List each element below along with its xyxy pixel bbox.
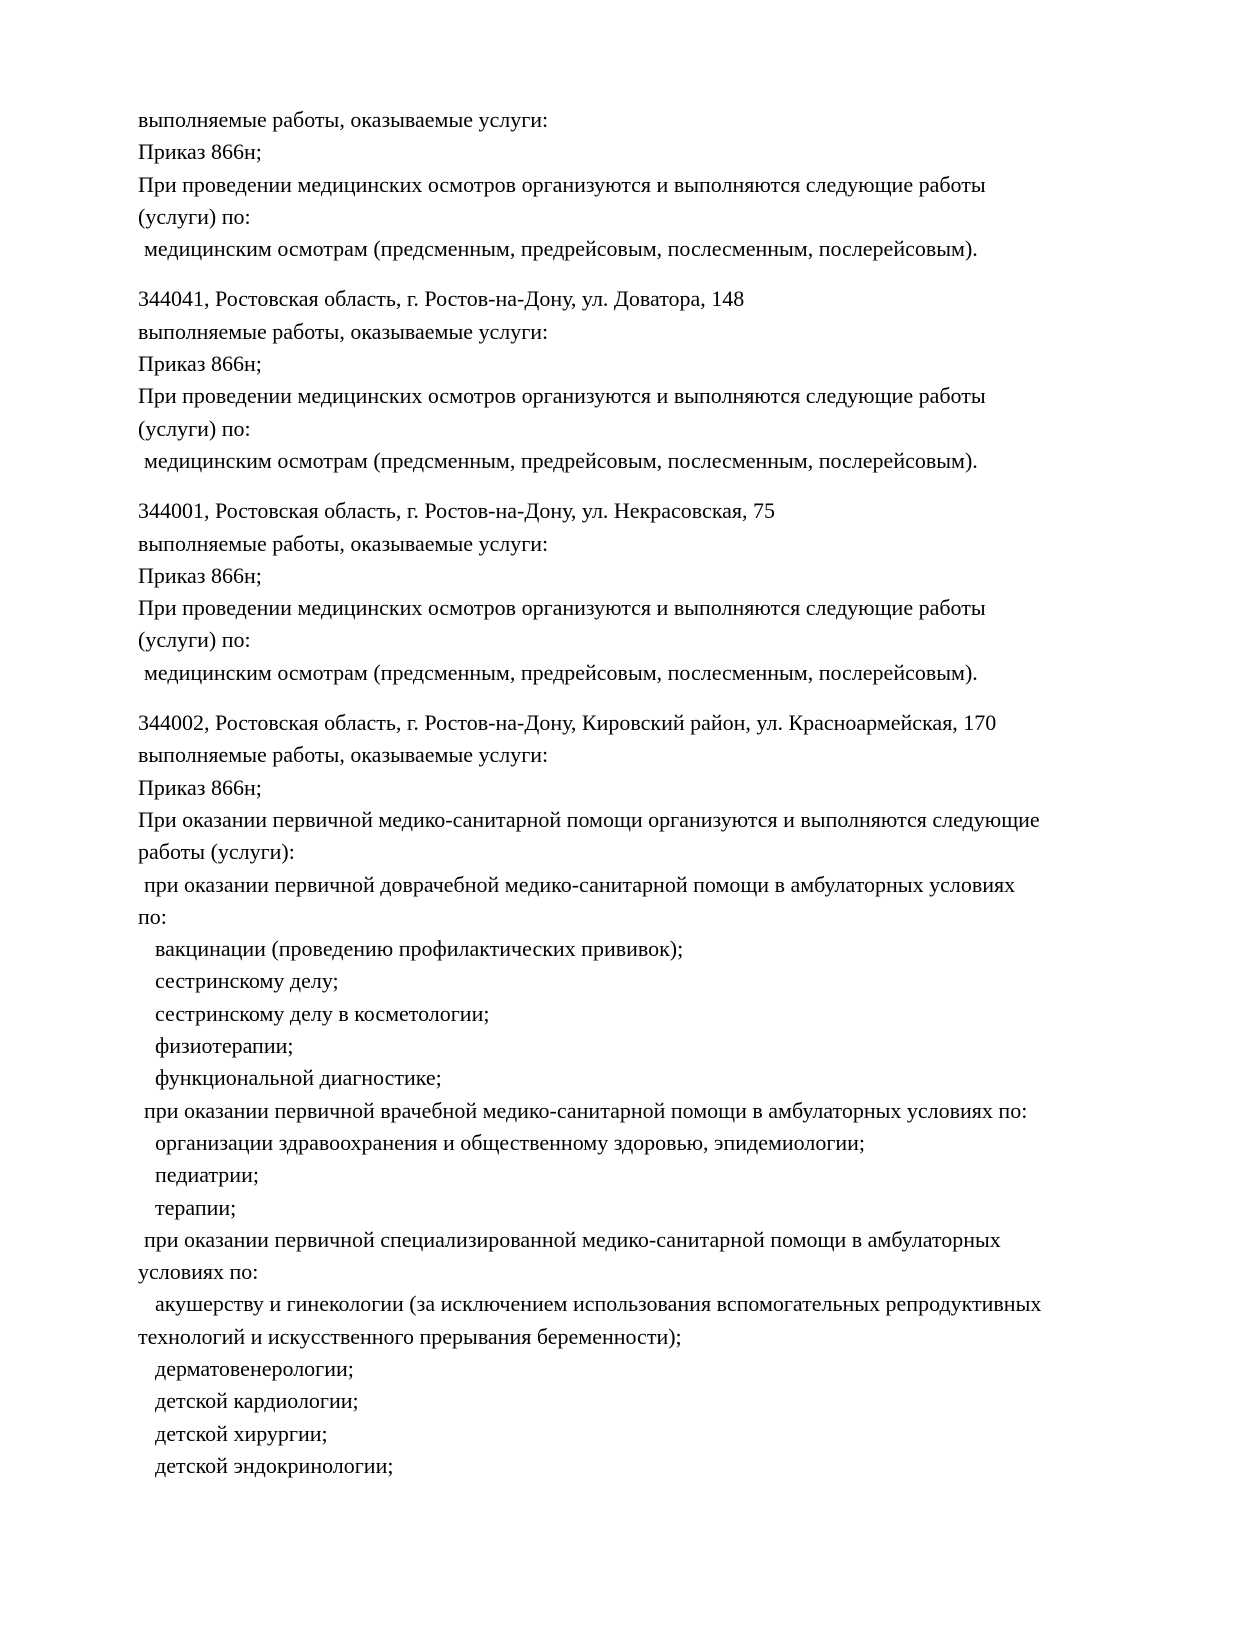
works-intro-line: (услуги) по: <box>138 415 251 441</box>
works-intro-line: работы (услуги): <box>138 839 295 865</box>
works-services-label: выполняемые работы, оказываемые услуги: <box>138 318 549 344</box>
service-item-continuation: технологий и искусственного прерывания беременности); <box>138 1323 682 1349</box>
address-line: 344041, Ростовская область, г. Ростов-на-Дону, ул. Доватора, 148 <box>138 286 745 312</box>
works-services-label: выполняемые работы, оказываемые услуги: <box>138 530 549 556</box>
order-reference: Приказ 866н; <box>138 774 262 800</box>
works-services-label: выполняемые работы, оказываемые услуги: <box>138 107 549 132</box>
care-category-line: при оказании первичной доврачебной медико-санитарной помощи в амбулаторных условиях <box>144 871 1016 897</box>
service-item: медицинским осмотрам (предсменным, предрейсовым, послесменным, послерейсовым). <box>144 447 978 473</box>
service-item: организации здравоохранения и общественному здоровью, эпидемиологии; <box>155 1129 866 1155</box>
service-item: медицинским осмотрам (предсменным, предрейсовым, послесменным, послерейсовым). <box>144 659 978 685</box>
service-item: детской кардиологии; <box>155 1388 359 1414</box>
works-services-label: выполняемые работы, оказываемые услуги: <box>138 742 549 768</box>
care-category-line: при оказании первичной врачебной медико-санитарной помощи в амбулаторных условиях по: <box>144 1097 1028 1123</box>
care-category-line: условиях по: <box>138 1259 259 1285</box>
works-intro-line: (услуги) по: <box>138 627 251 653</box>
service-item: акушерству и гинекологии (за исключением использования вспомогательных репродуктивных <box>155 1291 1042 1317</box>
services-block-continuation <box>138 104 1198 265</box>
service-item: вакцинации (проведению профилактических прививок); <box>155 936 684 962</box>
services-block-nekrasovskaya-75 <box>138 495 1198 689</box>
service-item: медицинским осмотрам (предсменным, предрейсовым, послесменным, послерейсовым). <box>144 236 978 262</box>
services-block-krasnoarmeyskaya-170 <box>138 707 1198 1482</box>
service-item: педиатрии; <box>155 1162 259 1188</box>
service-item: терапии; <box>155 1194 237 1220</box>
care-category-line: при оказании первичной специализированной медико-санитарной помощи в амбулаторных <box>144 1226 1001 1252</box>
service-item: физиотерапии; <box>155 1033 294 1059</box>
service-item: сестринскому делу; <box>155 968 339 994</box>
address-line: 344001, Ростовская область, г. Ростов-на-Дону, ул. Некрасовская, 75 <box>138 498 776 524</box>
works-intro-line: (услуги) по: <box>138 203 251 229</box>
services-block-dovatora-148 <box>138 283 1198 477</box>
order-reference: Приказ 866н; <box>138 139 262 165</box>
order-reference: Приказ 866н; <box>138 351 262 377</box>
service-item: детской эндокринологии; <box>155 1452 394 1478</box>
service-item: сестринскому делу в косметологии; <box>155 1000 490 1026</box>
care-category-line: по: <box>138 903 167 929</box>
works-intro-line: При проведении медицинских осмотров организуются и выполняются следующие работы <box>138 171 986 197</box>
service-item: дерматовенерологии; <box>155 1355 354 1381</box>
address-line: 344002, Ростовская область, г. Ростов-на-Дону, Кировский район, ул. Красноармейская, 170 <box>138 710 997 736</box>
service-item: функциональной диагностике; <box>155 1065 442 1091</box>
order-reference: Приказ 866н; <box>138 562 262 588</box>
works-intro-line: При проведении медицинских осмотров организуются и выполняются следующие работы <box>138 595 986 621</box>
license-services-text <box>138 104 1198 1482</box>
works-intro-line: При проведении медицинских осмотров организуются и выполняются следующие работы <box>138 383 986 409</box>
service-item: детской хирургии; <box>155 1420 328 1446</box>
works-intro-line: При оказании первичной медико-санитарной помощи организуются и выполняются следующие <box>138 806 1040 832</box>
